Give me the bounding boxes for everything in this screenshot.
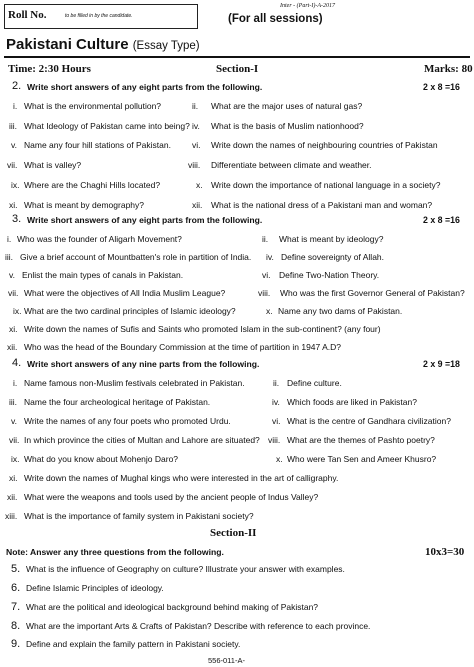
q3-part-number: ii. (262, 234, 269, 244)
q4-part-number: v. (11, 416, 17, 426)
q2-part-number: iv. (192, 121, 200, 131)
q2-part-text: What is meant by demography? (24, 200, 145, 210)
q4-part-text: Which foods are liked in Pakistan? (287, 397, 417, 407)
q2-part-number: v. (11, 140, 17, 150)
q2-part-text: Write down the importance of national language in a society? (211, 180, 441, 190)
q2-part-number: ix. (11, 180, 20, 190)
section-2-marks: 10x3=30 (425, 546, 465, 558)
paper-subject-title: Pakistani Culture (6, 36, 129, 53)
question-7-text: What are the political and ideological background behind making of Pakistan? (26, 602, 319, 612)
question-9-number: 9. (11, 638, 21, 650)
question-2-instruction: Write short answers of any eight parts from the following. (27, 82, 263, 92)
q2-part-number: vi. (192, 140, 201, 150)
question-4-instruction: Write short answers of any nine parts from the following. (27, 359, 260, 369)
q4-part-text: Who were Tan Sen and Ameer Khusro? (287, 454, 437, 464)
section-2-note: Note: Answer any three questions from the following. (6, 547, 224, 557)
q2-part-text: Write down the names of neighbouring countries of Pakistan (211, 140, 438, 150)
question-2-marks: 2 x 8 =16 (423, 82, 460, 92)
q2-part-number: viii. (188, 160, 201, 170)
roll-number-label: Roll No. (8, 9, 47, 21)
q3-part-number: viii. (258, 288, 271, 298)
q3-part-number: iv. (266, 252, 274, 262)
q2-part-text: Where are the Chaghi Hills located? (24, 180, 161, 190)
question-3-instruction: Write short answers of any eight parts from the following. (27, 215, 263, 225)
q4-part-text: What do you know about Mohenjo Daro? (24, 454, 179, 464)
roll-number-box[interactable] (4, 4, 198, 29)
q3-part-number: v. (9, 270, 15, 280)
q3-part-text: What is meant by ideology? (279, 234, 384, 244)
q2-part-text: What is the basis of Muslim nationhood? (211, 121, 364, 131)
q2-part-text: What Ideology of Pakistan came into being? (24, 121, 190, 131)
q2-part-number: xii. (192, 200, 203, 210)
q2-part-number: xi. (9, 200, 18, 210)
time-allowed: Time: 2:30 Hours (8, 63, 91, 75)
q2-part-text: Differentiate between climate and weather. (211, 160, 372, 170)
q4-part-text: What is the importance of family system in Pakistani society? (24, 511, 254, 521)
q3-part-number: xii. (7, 342, 18, 352)
q4-part-text: Define culture. (287, 378, 342, 388)
question-7-number: 7. (11, 601, 21, 613)
q4-part-text: In which province the cities of Multan and Lahore are situated? (24, 435, 260, 445)
q4-part-number: ix. (11, 454, 20, 464)
q4-part-text: Write down the names of Mughal kings who were interested in the art of calligraphy. (24, 473, 339, 483)
q3-part-number: vii. (8, 288, 19, 298)
total-marks: Marks: 80 (424, 63, 473, 75)
q4-part-text: Write the names of any four poets who promoted Urdu. (24, 416, 231, 426)
q3-part-number: ix. (13, 306, 22, 316)
q4-part-text: What is the centre of Gandhara civilization? (287, 416, 451, 426)
question-6-text: Define Islamic Principles of ideology. (26, 583, 164, 593)
question-5-text: What is the influence of Geography on culture? Illustrate your answer with examples. (26, 564, 345, 574)
header-divider (4, 56, 470, 58)
q3-part-text: What were the objectives of All India Muslim League? (24, 288, 226, 298)
question-5-number: 5. (11, 563, 21, 575)
q3-part-number: i. (7, 234, 12, 244)
paper-subject (6, 36, 200, 53)
q4-part-text: What are the themes of Pashto poetry? (287, 435, 435, 445)
paper-type: (Essay Type) (132, 40, 200, 52)
roll-number-note: to be filled in by the candidate. (65, 13, 133, 19)
question-2-number: 2. (12, 80, 22, 92)
q4-part-number: xi. (9, 473, 18, 483)
q4-part-number: vi. (272, 416, 281, 426)
question-4-number: 4. (12, 357, 22, 369)
q3-part-text: Who was the head of the Boundary Commission at the time of partition in 1947 A.D? (24, 342, 342, 352)
q4-part-number: iii. (9, 397, 18, 407)
question-8-number: 8. (11, 620, 21, 632)
inter-code: Inter - (Part-I)-A-2017 (280, 3, 335, 9)
q2-part-text: What are the major uses of natural gas? (211, 101, 363, 111)
q3-part-number: vi. (262, 270, 271, 280)
q3-part-text: Name any two dams of Pakistan. (278, 306, 403, 316)
q2-part-number: iii. (9, 121, 18, 131)
q3-part-text: Write down the names of Sufis and Saints who promoted Islam in the sub-continent? (any four) (24, 324, 381, 334)
q3-part-text: Enlist the main types of canals in Pakistan. (22, 270, 184, 280)
q3-part-text: Give a brief account of Mountbatten's role in partition of India. (20, 252, 252, 262)
q4-part-number: vii. (9, 435, 20, 445)
q3-part-text: Define sovereignty of Allah. (281, 252, 385, 262)
q2-part-text: What is valley? (24, 160, 82, 170)
q3-part-text: Define Two-Nation Theory. (279, 270, 380, 280)
question-4-marks: 2 x 9 =18 (423, 359, 460, 369)
q2-part-text: What is the environmental pollution? (24, 101, 162, 111)
q3-part-number: iii. (5, 252, 14, 262)
q2-part-number: x. (196, 180, 203, 190)
q4-part-number: xiii. (5, 511, 18, 521)
q3-part-text: Who was the first Governor General of Pakistan? (280, 288, 465, 298)
q2-part-number: vii. (7, 160, 18, 170)
q4-part-text: Name famous non-Muslim festivals celebrated in Pakistan. (24, 378, 245, 388)
q2-part-text: What is the national dress of a Pakistani man and woman? (211, 200, 433, 210)
question-8-text: What are the important Arts & Crafts of Pakistan? Describe with reference to each province. (26, 621, 371, 631)
q3-part-number: x. (266, 306, 273, 316)
q4-part-number: x. (276, 454, 283, 464)
question-3-number: 3. (12, 213, 22, 225)
sessions-label: (For all sessions) (228, 13, 323, 25)
section-1-title: Section-I (216, 63, 259, 75)
question-9-text: Define and explain the family pattern in Pakistani society. (26, 639, 241, 649)
q4-part-number: iv. (272, 397, 280, 407)
q2-part-number: ii. (192, 101, 199, 111)
paper-code: 556-011-A- (208, 656, 245, 665)
section-2-title: Section-II (210, 527, 257, 539)
q3-part-number: xi. (9, 324, 18, 334)
q4-part-number: viii. (268, 435, 281, 445)
q3-part-text: What are the two cardinal principles of Islamic ideology? (24, 306, 236, 316)
q4-part-number: ii. (273, 378, 280, 388)
question-6-number: 6. (11, 582, 21, 594)
q4-part-text: What were the weapons and tools used by the ancient people of Indus Valley? (24, 492, 319, 502)
q2-part-number: i. (13, 101, 18, 111)
q3-part-text: Who was the founder of Aligarh Movement? (17, 234, 182, 244)
q4-part-text: Name the four archeological heritage of Pakistan. (24, 397, 211, 407)
question-3-marks: 2 x 8 =16 (423, 215, 460, 225)
q4-part-number: i. (13, 378, 18, 388)
q2-part-text: Name any four hill stations of Pakistan. (24, 140, 171, 150)
q4-part-number: xii. (7, 492, 18, 502)
